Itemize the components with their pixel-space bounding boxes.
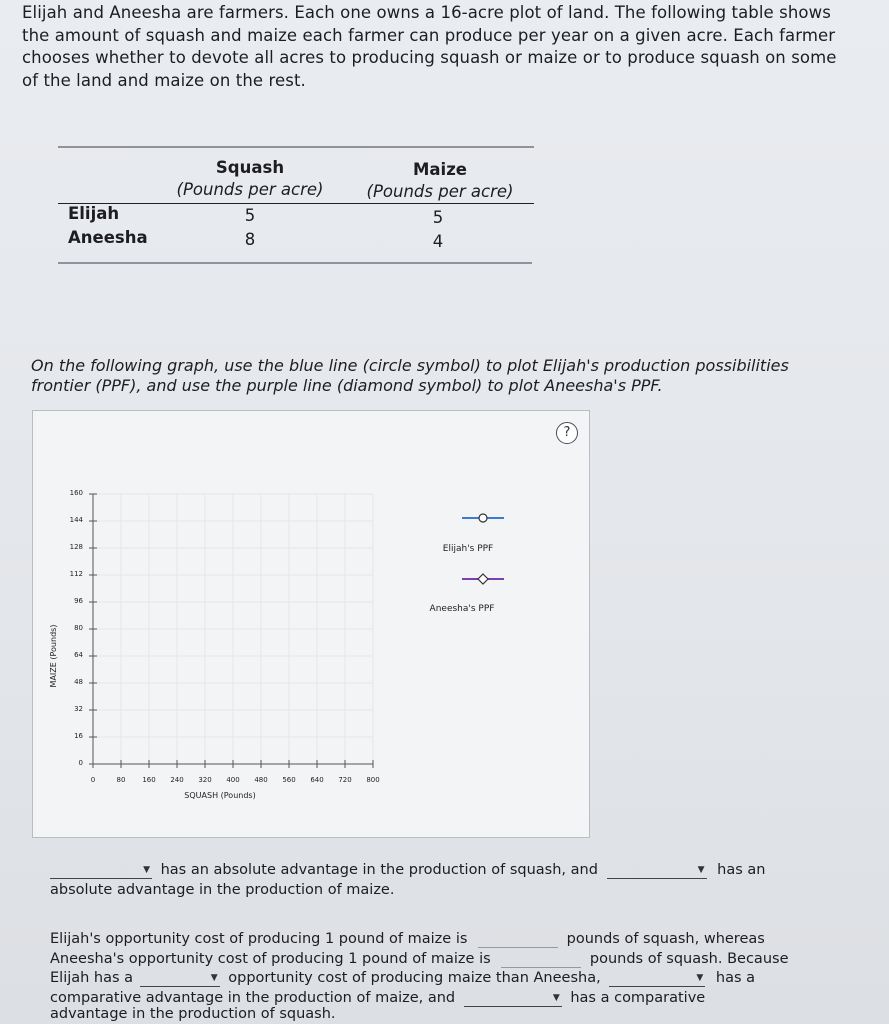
intro-line: chooses whether to devote all acres to producing squash or maize or to produce squash on some xyxy=(22,48,837,67)
input-elijah-opportunity-cost[interactable] xyxy=(478,933,558,948)
legend-aneesha-label: Aneesha's PPF xyxy=(429,604,495,614)
y-tick-label: 144 xyxy=(69,516,83,524)
x-tick-label: 80 xyxy=(116,776,126,784)
legend-elijah-label: Elijah's PPF xyxy=(442,544,494,554)
x-tick-label: 640 xyxy=(310,776,324,784)
header-maize-unit: (Pounds per acre) xyxy=(366,182,514,201)
circle-icon xyxy=(479,514,487,522)
question-absolute-advantage xyxy=(50,862,765,879)
q2-text: Elijah's opportunity cost of producing 1 pound of maize is xyxy=(50,931,468,947)
y-tick-label: 64 xyxy=(74,651,83,659)
q1-text-3: absolute advantage in the production of maize. xyxy=(50,882,395,898)
x-tick-label: 160 xyxy=(142,776,156,784)
q1-text: has an absolute advantage in the production of squash, and xyxy=(160,862,598,878)
q2-text: has a xyxy=(715,970,756,986)
q2-line-1 xyxy=(50,931,765,948)
y-tick-label: 48 xyxy=(74,678,83,686)
dropdown-higher-lower[interactable] xyxy=(140,972,220,987)
y-tick-label: 160 xyxy=(69,489,83,497)
q2-text: pounds of squash, whereas xyxy=(566,931,765,947)
header-squash-unit: (Pounds per acre) xyxy=(176,180,324,199)
help-button[interactable]: ? xyxy=(556,422,578,444)
input-aneesha-opportunity-cost[interactable] xyxy=(501,953,581,968)
q2-line-3 xyxy=(50,970,755,987)
legend-aneesha-marker[interactable] xyxy=(462,574,504,584)
legend-elijah-marker[interactable] xyxy=(462,514,504,522)
header-squash: Squash xyxy=(215,158,285,177)
y-tick-label: 16 xyxy=(74,732,83,740)
q2-text: pounds of squash. Because xyxy=(589,951,789,967)
dropdown-maize-absolute[interactable] xyxy=(607,864,707,879)
instruction-line: frontier (PPF), and use the purple line (diamond symbol) to plot Aneesha's PPF. xyxy=(31,376,663,395)
x-axis-title: SQUASH (Pounds) xyxy=(184,791,256,800)
x-tick-label: 0 xyxy=(90,776,96,784)
y-tick-label: 32 xyxy=(74,705,83,713)
x-tick-label: 560 xyxy=(282,776,296,784)
dropdown-squash-comparative[interactable] xyxy=(464,992,562,1007)
row-name-aneesha: Aneesha xyxy=(68,228,148,247)
y-tick-label: 128 xyxy=(69,543,83,551)
cell-aneesha-squash: 8 xyxy=(244,230,256,249)
x-tick-label: 720 xyxy=(338,776,352,784)
graph-grid xyxy=(93,494,373,764)
chevron-down-icon: ▼ xyxy=(696,973,704,983)
y-tick-label: 80 xyxy=(74,624,83,632)
y-tick-label: 96 xyxy=(74,597,83,605)
y-tick-label: 112 xyxy=(69,570,83,578)
cell-elijah-maize: 5 xyxy=(432,208,444,227)
x-tick-label: 480 xyxy=(254,776,268,784)
y-axis-title: MAIZE (Pounds) xyxy=(49,624,58,688)
cell-aneesha-maize: 4 xyxy=(432,232,444,251)
chevron-down-icon: ▼ xyxy=(143,865,150,875)
y-tick-label: 0 xyxy=(78,759,83,767)
q2-line-4 xyxy=(50,990,705,1007)
q2-text: opportunity cost of producing maize than Aneesha, xyxy=(228,970,601,986)
q2-line-2 xyxy=(50,951,789,968)
chevron-down-icon: ▼ xyxy=(552,993,560,1003)
diamond-icon xyxy=(478,574,488,584)
cell-elijah-squash: 5 xyxy=(244,206,256,225)
q2-text: Elijah has a xyxy=(50,970,134,986)
q2-text: has a comparative xyxy=(570,990,706,1006)
intro-line: of the land and maize on the rest. xyxy=(22,70,306,90)
instruction-line: On the following graph, use the blue line (circle symbol) to plot Elijah's production possibilities xyxy=(31,356,789,375)
x-tick-label: 240 xyxy=(170,776,184,784)
q2-text: comparative advantage in the production of maize, and xyxy=(50,990,456,1006)
intro-line: the amount of squash and maize each farmer can produce per year on a given acre. Each farmer xyxy=(22,25,836,45)
intro-line: Elijah and Aneesha are farmers. Each one owns a 16-acre plot of land. The following table shows xyxy=(22,3,831,22)
header-maize: Maize xyxy=(412,160,467,179)
x-tick-label: 320 xyxy=(198,776,212,784)
q2-text: Aneesha's opportunity cost of producing 1 pound of maize is xyxy=(50,951,491,967)
row-name-elijah: Elijah xyxy=(68,204,120,223)
x-tick-label: 400 xyxy=(226,776,240,784)
x-tick-label: 800 xyxy=(366,776,380,784)
chevron-down-icon: ▼ xyxy=(697,865,705,875)
chevron-down-icon: ▼ xyxy=(210,973,218,983)
q2-line-5: advantage in the production of squash. xyxy=(50,1006,336,1022)
dropdown-squash-absolute[interactable] xyxy=(50,864,152,879)
q1-text-2: has an xyxy=(717,862,766,878)
dropdown-maize-comparative[interactable] xyxy=(609,972,705,987)
